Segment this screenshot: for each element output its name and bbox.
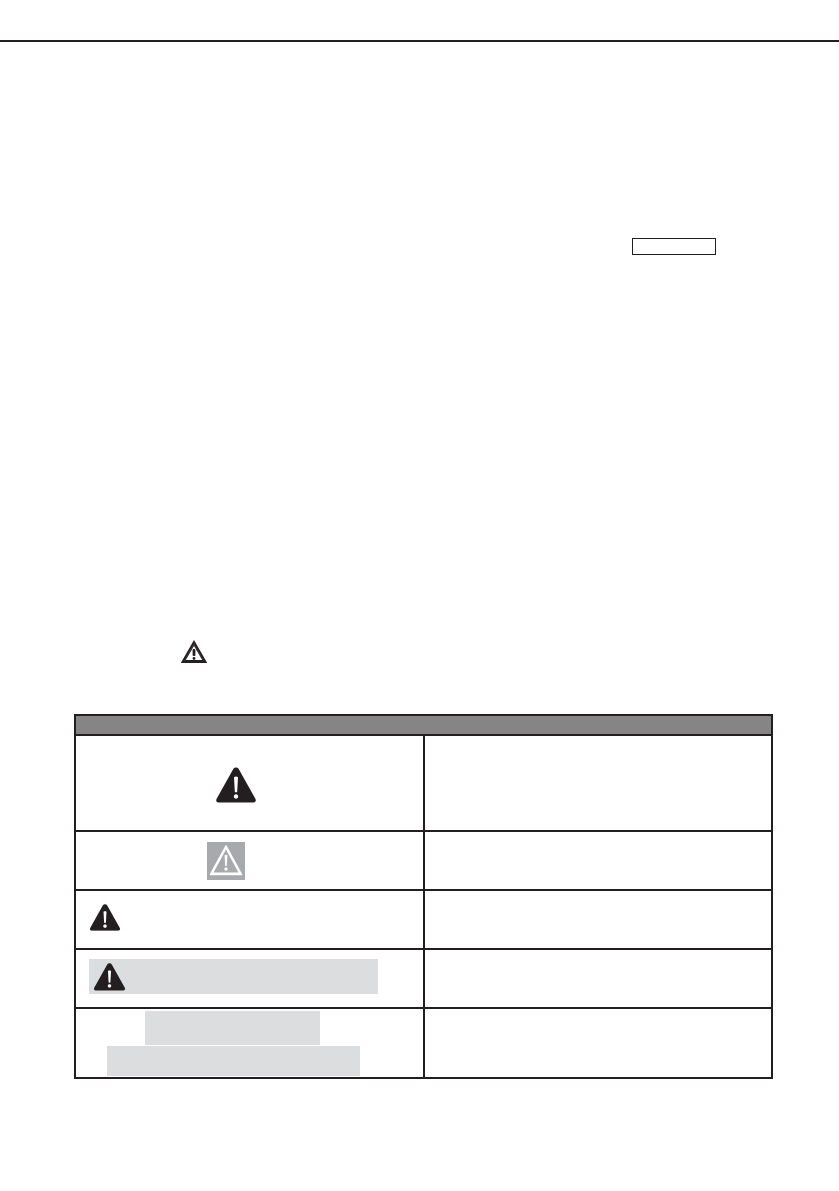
table-row bbox=[75, 831, 772, 890]
warning-triangle-outline-icon bbox=[181, 640, 207, 664]
light-gray-label-bar bbox=[107, 1046, 360, 1076]
safety-symbol-table bbox=[74, 714, 773, 1079]
top-rule bbox=[0, 40, 839, 42]
description-cell bbox=[424, 831, 773, 890]
table-row bbox=[75, 890, 772, 949]
light-gray-label-bar bbox=[89, 959, 378, 994]
light-gray-label-bar bbox=[145, 1011, 320, 1045]
gray-symbol-background bbox=[207, 842, 245, 880]
description-cell bbox=[424, 949, 773, 1008]
table-header bbox=[75, 715, 772, 735]
symbol-cell bbox=[75, 949, 424, 1008]
table-header-row bbox=[75, 715, 772, 735]
table-row bbox=[75, 735, 772, 831]
symbol-cell bbox=[75, 735, 424, 831]
description-cell bbox=[424, 735, 773, 831]
warning-triangle-icon bbox=[89, 903, 121, 932]
description-cell bbox=[424, 1008, 773, 1078]
symbol-cell bbox=[75, 890, 424, 949]
warning-triangle-on-gray-square-icon bbox=[209, 844, 243, 877]
table-row bbox=[75, 1008, 772, 1078]
warning-triangle-icon bbox=[215, 766, 257, 804]
description-cell bbox=[424, 890, 773, 949]
symbol-cell bbox=[75, 1008, 424, 1078]
table-row bbox=[75, 949, 772, 1008]
reference-box bbox=[632, 238, 716, 255]
warning-triangle-on-light-gray-bar-icon bbox=[93, 962, 126, 992]
symbol-cell bbox=[75, 831, 424, 890]
